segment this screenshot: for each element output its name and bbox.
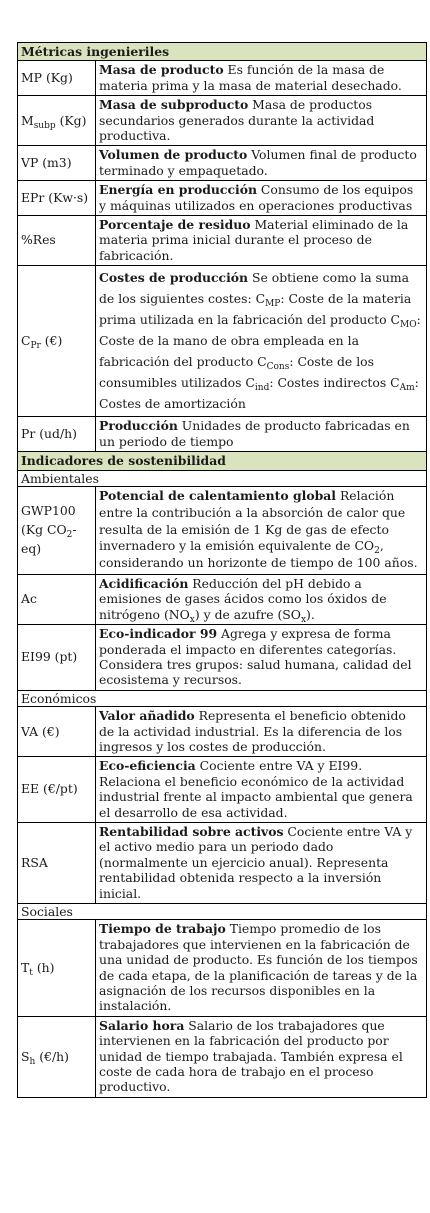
- metric-text: ) y de azufre (SO: [194, 606, 301, 622]
- metric-title: Tiempo de trabajo: [99, 921, 226, 937]
- code-subscript: t: [29, 967, 33, 978]
- subscript: x: [189, 614, 195, 625]
- metric-text: Se obtiene como la suma de los siguientes costes: C: [99, 270, 409, 307]
- metric-title: Valor añadido: [99, 708, 195, 724]
- metric-description: [96, 757, 427, 823]
- metric-code: [18, 486, 96, 574]
- subscript: x: [300, 614, 307, 625]
- code-unit: -eq): [21, 522, 77, 557]
- subsection-title: Ambientales: [18, 470, 427, 486]
- table-row: [18, 920, 427, 1016]
- metric-description: [96, 1016, 427, 1097]
- subscript: MO: [400, 320, 417, 331]
- subsection-title: Económicos: [18, 690, 427, 706]
- subsection-title: Sociales: [18, 904, 427, 920]
- metric-description: [96, 181, 427, 216]
- metric-text: : Coste de la materia prima utilizada en la fabricación del producto C: [99, 291, 412, 328]
- metric-code: EE (€/pt): [18, 757, 96, 823]
- table-row: [18, 486, 427, 574]
- metric-code: [18, 1016, 96, 1097]
- code-main: C: [21, 333, 31, 349]
- metric-text: Relación entre la contribución a la absorción de calor que resulta de la emisión de 1 Kg de gas de efecto invernadero y la emisión equivalente de CO: [99, 487, 406, 554]
- metric-description: [96, 822, 427, 903]
- code-main: M: [21, 112, 34, 128]
- table-row: [18, 417, 427, 452]
- code-subscript: h: [29, 1056, 36, 1067]
- metric-text: Representa el beneficio obtenido de la actividad industrial. Es la diferencia de los ingresos y los costes de producción.: [99, 708, 406, 754]
- metric-description: [96, 61, 427, 96]
- metric-text: Consumo de los equipos y máquinas utilizados en operaciones productivas: [99, 182, 414, 213]
- metric-description: [96, 96, 427, 146]
- metric-code: EI99 (pt): [18, 625, 96, 691]
- metric-text: Material eliminado de la materia prima inicial durante el proceso de fabricación.: [99, 217, 409, 263]
- metric-description: [96, 266, 427, 417]
- metric-title: Potencial de calentamiento global: [99, 487, 336, 503]
- metric-code: [18, 920, 96, 1016]
- table-row: [18, 625, 427, 691]
- code-main: S: [21, 1048, 30, 1064]
- metric-title: Masa de producto: [99, 62, 224, 78]
- table-row: [18, 574, 427, 624]
- metric-description: [96, 146, 427, 181]
- code-unit: (€): [40, 333, 63, 349]
- code-unit: (Kg): [55, 112, 87, 128]
- metric-code: Ac: [18, 574, 96, 624]
- code-subscript: 2: [66, 530, 73, 541]
- metric-code: VP (m3): [18, 146, 96, 181]
- code-main: T: [21, 959, 30, 975]
- metric-title: Costes de producción: [99, 270, 249, 286]
- metric-title: Rentabilidad sobre activos: [99, 823, 284, 839]
- table-row: [18, 181, 427, 216]
- table-row: [18, 707, 427, 757]
- section-header-indicadores: [18, 452, 427, 470]
- metric-text: Cociente entre VA y el activo medio para un periodo dado (normalmente un ejercicio anual). Representa rentabilidad obtenida respecto a la inversión inicial.: [99, 823, 413, 901]
- metric-title: Producción: [99, 418, 178, 434]
- metric-description: [96, 216, 427, 266]
- subsection-economicos: [18, 690, 427, 706]
- table-row: [18, 216, 427, 266]
- metric-description: [96, 920, 427, 1016]
- metric-title: Porcentaje de residuo: [99, 217, 251, 233]
- metric-text: Es función de la masa de materia prima y la masa de material desechado.: [99, 62, 402, 93]
- metric-text: ).: [306, 606, 315, 622]
- metric-title: Volumen de producto: [99, 147, 248, 163]
- metric-title: Eco-eficiencia: [99, 758, 196, 774]
- metric-description: [96, 707, 427, 757]
- metric-title: Salario hora: [99, 1017, 185, 1033]
- section-title: Indicadores de sostenibilidad: [18, 452, 427, 470]
- code-subscript: subp: [33, 120, 56, 131]
- metric-description: [96, 574, 427, 624]
- metric-text: : Costes indirectos C: [269, 375, 400, 391]
- table-row: [18, 266, 427, 417]
- metric-code: EPr (Kw·s): [18, 181, 96, 216]
- metric-text: , considerando un horizonte de tiempo de 100 años.: [99, 538, 418, 571]
- code-main: GWP100 (Kg CO: [21, 503, 76, 538]
- metric-text: Masa de productos secundarios generados durante la actividad productiva.: [99, 97, 375, 144]
- metric-text: : Costes de amortización: [99, 375, 419, 412]
- code-unit: (h): [32, 959, 55, 975]
- metric-description: [96, 486, 427, 574]
- table-row: [18, 146, 427, 181]
- metric-code: RSA: [18, 822, 96, 903]
- metric-code: [18, 266, 96, 417]
- metric-text: Cociente entre VA y EI99. Relaciona el beneficio económico de la actividad industrial frente al impacto ambiental que genera el desarrollo de esa actividad.: [99, 758, 413, 820]
- metric-code: [18, 96, 96, 146]
- metric-description: [96, 417, 427, 452]
- metric-text: Salario de los trabajadores que intervienen en la fabricación del producto por unidad de tiempo trabajada. También expresa el coste de cada hora de trabajo en el proceso productivo.: [99, 1017, 403, 1095]
- metric-text: Tiempo promedio de los trabajadores que intervienen en la fabricación de una unidad de producto. Es función de los tiempos de cada etapa, de la planificación de tareas y de la asignación de los recursos disponibles en la instalación.: [99, 921, 418, 1014]
- metric-text: Volumen final de producto terminado y empaquetado.: [99, 147, 417, 178]
- metric-code: MP (Kg): [18, 61, 96, 96]
- metric-text: Reducción del pH debido a emisiones de gases ácidos como los óxidos de nitrógeno (NO: [99, 575, 387, 622]
- subscript: ind: [254, 383, 270, 394]
- metric-title: Energía en producción: [99, 182, 257, 198]
- metric-text: : Coste de los consumibles utilizados C: [99, 354, 374, 391]
- table-row: [18, 1016, 427, 1097]
- subscript: Cons: [266, 362, 290, 373]
- section-title: Métricas ingenieriles: [18, 43, 427, 61]
- metric-text: Unidades de producto fabricadas en un periodo de tiempo: [99, 418, 410, 449]
- subsection-ambientales: [18, 470, 427, 486]
- metric-title: Eco-indicador 99: [99, 626, 218, 642]
- subscript: Am: [399, 383, 415, 394]
- metric-title: Acidificación: [99, 575, 189, 591]
- metric-text: : Coste de la mano de obra empleada en la fabricación del producto C: [99, 312, 421, 370]
- subscript: MP: [265, 299, 281, 310]
- metric-title: Masa de subproducto: [99, 97, 249, 113]
- table-row: [18, 96, 427, 146]
- metric-code: VA (€): [18, 707, 96, 757]
- subsection-sociales: [18, 904, 427, 920]
- metrics-table: [17, 42, 427, 1098]
- metric-text: Agrega y expresa de forma ponderada el impacto en diferentes categorías. Considera tres grupos: salud humana, calidad del ecosistema y recursos.: [99, 626, 412, 688]
- table-row: [18, 757, 427, 823]
- subscript: 2: [374, 546, 380, 557]
- table-row: [18, 822, 427, 903]
- code-subscript: Pr: [30, 341, 41, 352]
- metric-description: [96, 625, 427, 691]
- code-unit: (€/h): [35, 1048, 69, 1064]
- metric-code: Pr (ud/h): [18, 417, 96, 452]
- section-header-metricas: [18, 43, 427, 61]
- table-row: [18, 61, 427, 96]
- metric-code: %Res: [18, 216, 96, 266]
